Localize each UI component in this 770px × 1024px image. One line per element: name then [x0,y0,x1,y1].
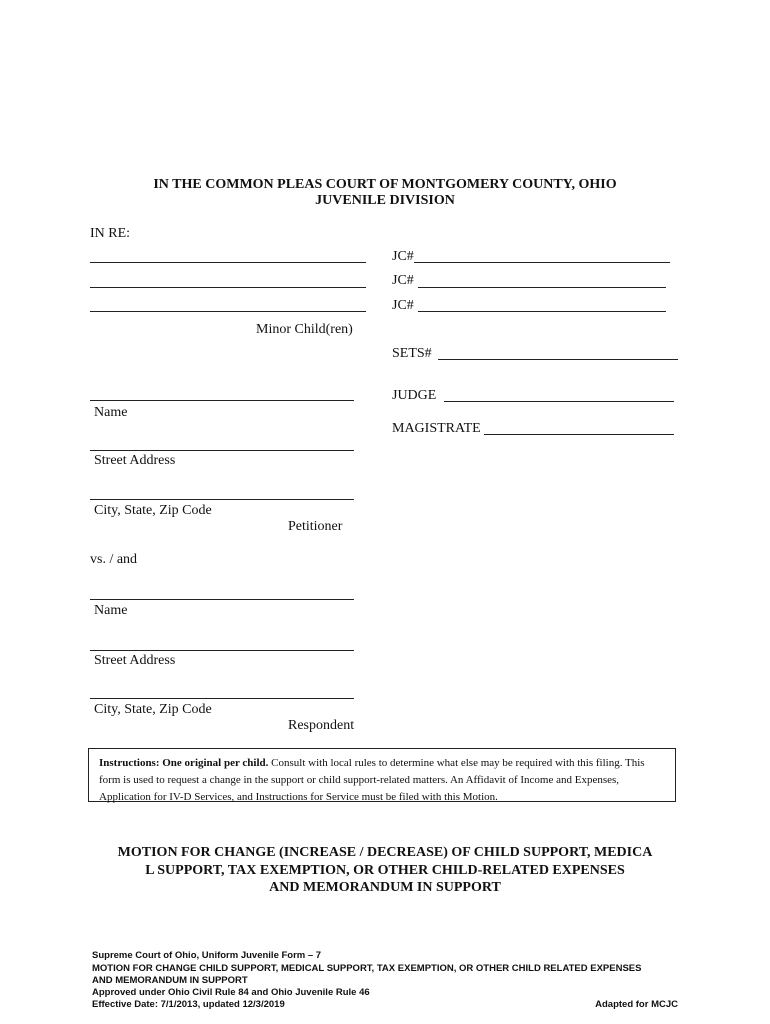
sets-label: SETS# [392,346,432,361]
judge-label: JUDGE [392,388,437,403]
footer-form-title-2: AND MEMORANDUM IN SUPPORT [92,975,248,986]
motion-title-line-3: AND MEMORANDUM IN SUPPORT [269,880,501,895]
magistrate-label: MAGISTRATE [392,421,481,436]
instructions-box [88,748,676,802]
respondent-name-label: Name [94,603,128,618]
in-re-label: IN RE: [90,226,131,241]
motion-title-line-2: L SUPPORT, TAX EXEMPTION, OR OTHER CHILD-RELATED EXPENSES [145,863,625,878]
court-title: IN THE COMMON PLEAS COURT OF MONTGOMERY COUNTY, OHIO [153,177,617,192]
motion-title-line-1: MOTION FOR CHANGE (INCREASE / DECREASE) OF CHILD SUPPORT, MEDICA [117,845,653,860]
respondent-city-label: City, State, Zip Code [94,702,212,717]
jc-label-3: JC# [392,298,414,313]
sets-line[interactable] [438,359,678,360]
footer-form-title: MOTION FOR CHANGE CHILD SUPPORT, MEDICAL SUPPORT, TAX EXEMPTION, OR OTHER CHILD RELATED EXPENSES [92,963,642,974]
jc-line-1[interactable] [414,262,670,263]
jc-line-2[interactable] [418,287,666,288]
jc-line-3[interactable] [418,311,666,312]
judge-line[interactable] [444,401,674,402]
child-name-line-2[interactable] [90,287,366,288]
child-name-line-1[interactable] [90,262,366,263]
petitioner-city-label: City, State, Zip Code [94,503,212,518]
jc-label-2: JC# [392,273,414,288]
petitioner-street-label: Street Address [94,453,176,468]
petitioner-name-line[interactable] [90,400,354,401]
jc-label-1: JC# [392,249,414,264]
instructions-text: Consult with local rules to determine what else may be required with this filing. This form is used to request a change in the support or child support-related matters. An Affidavit of Income and Expenses, Application for IV-D Services, and Instructions for Service must be filed with this Motion. [99,757,645,803]
petitioner-city-line[interactable] [90,499,354,500]
versus-label: vs. / and [90,552,138,567]
respondent-street-line[interactable] [90,650,354,651]
petitioner-street-line[interactable] [90,450,354,451]
footer-approval: Approved under Ohio Civil Rule 84 and Ohio Juvenile Rule 46 [92,987,370,998]
footer-form-id: Supreme Court of Ohio, Uniform Juvenile Form – 7 [92,950,322,961]
footer-effective-date: Effective Date: 7/1/2013, updated 12/3/2019 [92,999,285,1010]
instructions-bold: Instructions: One original per child. [99,757,269,769]
respondent-city-line[interactable] [90,698,354,699]
division-title: JUVENILE DIVISION [315,193,455,208]
magistrate-line[interactable] [484,434,674,435]
minor-children-label: Minor Child(ren) [256,322,353,337]
respondent-street-label: Street Address [94,653,176,668]
footer-adapted: Adapted for MCJC [595,999,678,1010]
respondent-role: Respondent [288,718,355,733]
petitioner-role: Petitioner [288,519,343,534]
petitioner-name-label: Name [94,405,128,420]
respondent-name-line[interactable] [90,599,354,600]
child-name-line-3[interactable] [90,311,366,312]
